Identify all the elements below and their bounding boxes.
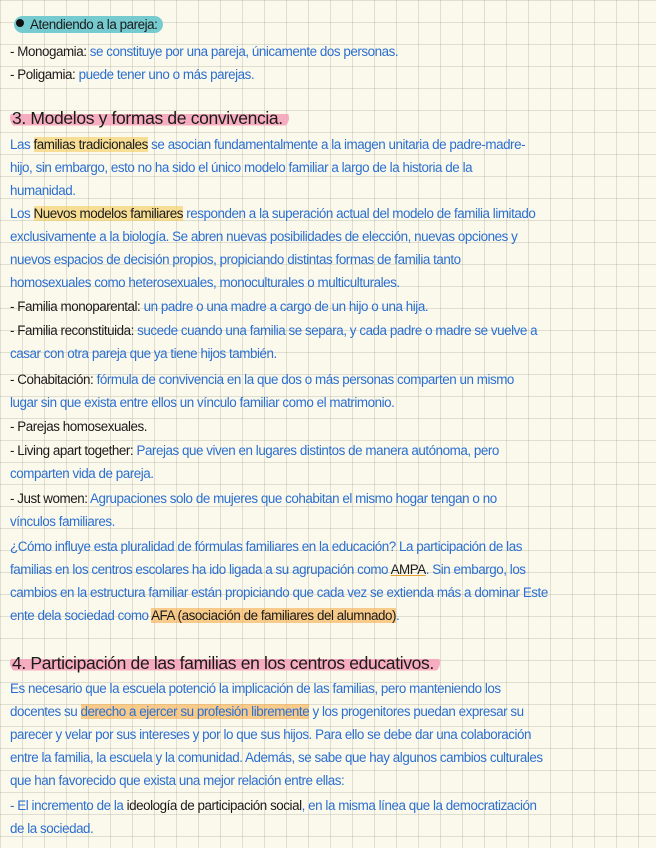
reconstituida-term: - Familia reconstituida:: [10, 323, 134, 338]
s3-p2-line1: [10, 204, 535, 224]
monoparental-term: - Familia monoparental:: [10, 299, 141, 314]
homosexuales-term: - Parejas homosexuales.: [10, 419, 148, 434]
afa-term: AFA (asociación de familiares del alumnado): [151, 608, 396, 623]
cohabitacion-term: - Cohabitación:: [10, 372, 94, 387]
s3-p1-text-a: Las: [10, 137, 34, 152]
s3-p1-line2: hijo, sin embargo, esto no ha sido el único modelo familiar a largo de la historia de la: [10, 160, 473, 175]
living-apart-term: - Living apart together:: [10, 443, 134, 458]
question-line2-text-b: . Sin embargo, los: [425, 562, 526, 577]
ideologia-term: ideología de participación social: [126, 798, 302, 813]
bullet-icon: [16, 19, 24, 27]
reconstituida-def: sucede cuando una familia se separa, y cada padre o madre se vuelve a: [133, 323, 538, 338]
just-women-term: - Just women:: [10, 491, 88, 506]
s4-line3: parecer y velar por sus intereses y por lo que sus hijos. Para ello se debe dar una colaboración: [10, 727, 532, 742]
s4-line6: [10, 796, 537, 816]
intro-title-highlight: [14, 16, 163, 33]
just-women-def: Agrupaciones solo de mujeres que cohabitan el mismo hogar tengan o no: [87, 491, 497, 506]
poligamia-term: - Poligamia:: [10, 67, 76, 82]
s4-line2-text-b: y los progenitores puedan expresar su: [309, 704, 524, 719]
living-apart-line2: comparten vida de pareja.: [10, 466, 154, 481]
homosexuales-line: [10, 417, 147, 437]
intro-title-line: [14, 15, 163, 35]
s3-p1-text-b: se asocian fundamentalmente a la imagen unitaria de padre-madre-: [147, 137, 526, 152]
s4-line4: entre la familia, la escuela y la comunidad. Además, se sabe que hay algunos cambios culturales: [10, 750, 543, 765]
cohabitacion-def: fórmula de convivencia en la que dos o más personas comparten un mismo: [93, 372, 514, 387]
intro-title: Atendiendo a la pareja:: [30, 17, 158, 32]
poligamia-line: [10, 65, 254, 85]
nuevos-modelos-term: Nuevos modelos familiares: [33, 206, 184, 221]
s4-line5: que han favorecido que exista una mejor relación entre ellas:: [10, 773, 345, 788]
living-apart-def: Parejas que viven en lugares distintos de manera autónoma, pero: [133, 443, 499, 458]
s4-line7: de la sociedad.: [10, 821, 94, 836]
cohabitacion-line2: lugar sin que exista entre ellos un vínculo familiar como el matrimonio.: [10, 395, 395, 410]
monogamia-line: [10, 42, 398, 62]
section3-heading: 3. Modelos y formas de convivencia.: [10, 108, 289, 128]
question-line4-text-a: ente dela sociedad como: [10, 608, 152, 623]
question-line4: [10, 606, 399, 626]
s4-line2: [10, 702, 524, 722]
s3-p2-line4: homosexuales como heterosexuales, monoculturales o multiculturales.: [10, 275, 400, 290]
monoparental-line: [10, 297, 428, 317]
s4-line6-text-a: - El incremento de la: [10, 798, 127, 813]
question-line4-text-b: .: [395, 608, 400, 623]
section3-heading-line: [10, 106, 289, 132]
s4-line2-text-a: docentes su: [10, 704, 81, 719]
monogamia-term: - Monogamia:: [10, 44, 87, 59]
question-line2: [10, 560, 526, 580]
s3-p1-line1: [10, 135, 525, 155]
just-women-line: [10, 489, 497, 509]
section4-heading-line: [10, 651, 440, 677]
s3-p2-text-b: responden a la superación actual del modelo de familia limitado: [183, 206, 536, 221]
question-line2-text-a: familias en los centros escolares ha ido ligada a su agrupación como: [10, 562, 391, 577]
section4-heading: 4. Participación de las familias en los centros educativos.: [10, 653, 440, 673]
s3-p1-line3: humanidad.: [10, 183, 76, 198]
cohabitacion-line: [10, 370, 514, 390]
s3-p2-line3: nuevos espacios de decisión propios, propiciando distintas formas de familia tanto: [10, 252, 461, 267]
s4-line1: Es necesario que la escuela potenció la implicación de las familias, pero manteniendo los: [10, 681, 501, 696]
monoparental-def: un padre o una madre a cargo de un hijo o una hija.: [140, 299, 429, 314]
living-apart-line: [10, 441, 499, 461]
reconstituida-line2: casar con otra pareja que ya tiene hijos también.: [10, 346, 277, 361]
just-women-line2: vínculos familiares.: [10, 514, 115, 529]
question-line1: ¿Cómo influye esta pluralidad de fórmulas familiares en la educación? La participación de las: [10, 539, 522, 554]
s4-line6-text-b: , en la misma línea que la democratización: [301, 798, 537, 813]
monogamia-def: se constituye por una pareja, únicamente dos personas.: [86, 44, 399, 59]
reconstituida-line: [10, 321, 537, 341]
familias-tradicionales-term: familias tradicionales: [33, 137, 148, 152]
ampa-term: AMPA: [390, 562, 426, 577]
poligamia-def: puede tener uno o más parejas.: [75, 67, 255, 82]
derecho-profesion-highlight: derecho a ejercer su profesión libremente: [80, 704, 310, 719]
question-line3: cambios en la estructura familiar están propiciando que cada vez se extienda más a dominar Este: [10, 585, 548, 600]
s3-p2-text-a: Los: [10, 206, 34, 221]
s3-p2-line2: exclusivamente a la biología. Se abren nuevas posibilidades de elección, nuevas opciones y: [10, 229, 518, 244]
